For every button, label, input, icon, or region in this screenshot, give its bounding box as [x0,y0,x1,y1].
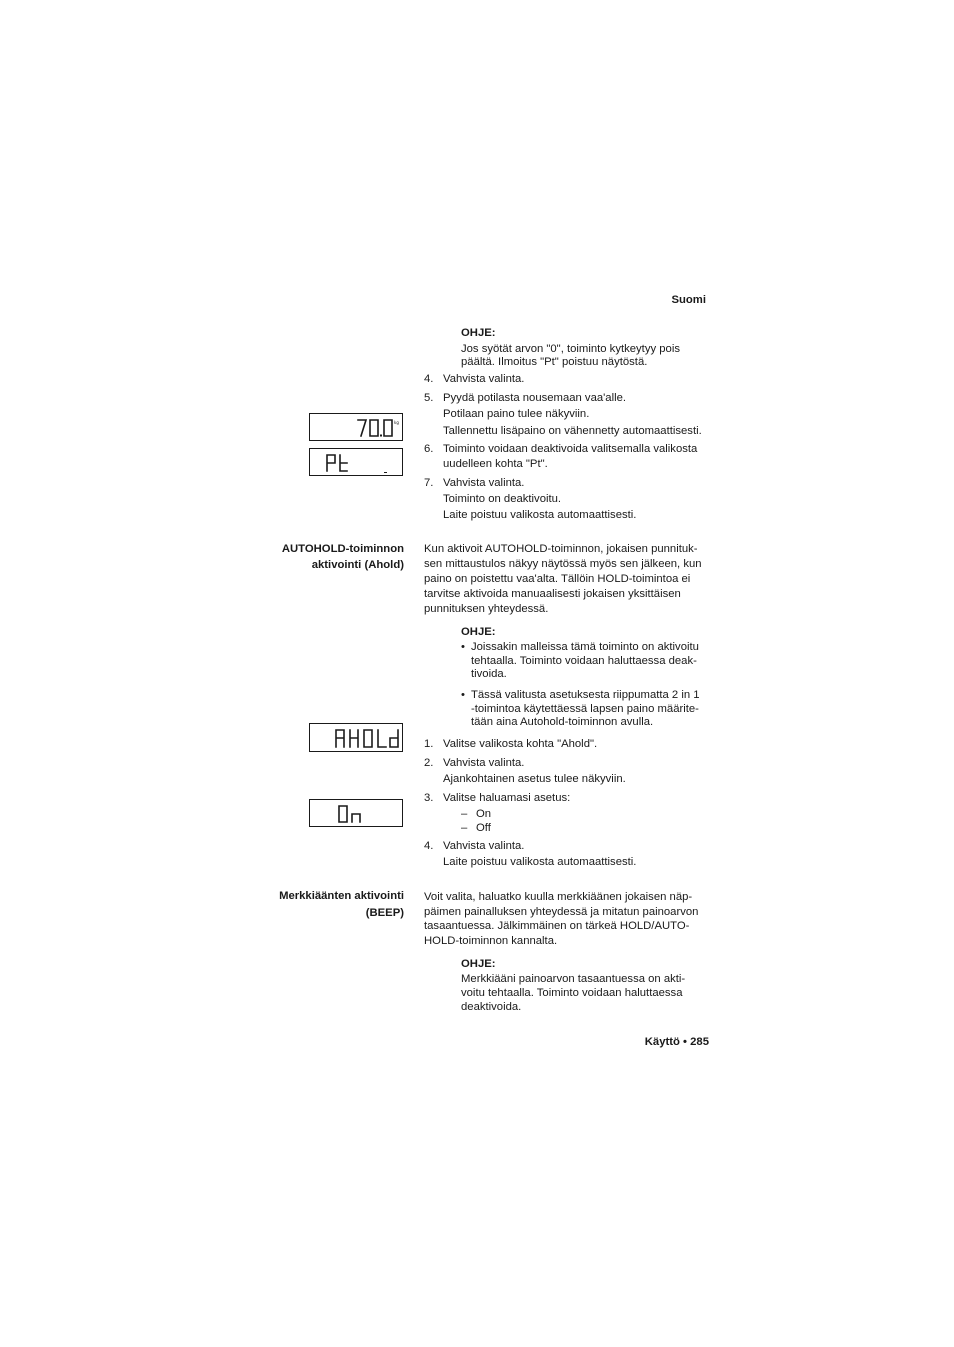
option-off: Off [476,822,491,834]
step-number: 3. [424,792,434,804]
body-line: päimen painalluksen yhteydessä ja mitatun painoarvon [424,906,699,918]
step-number: 4. [424,840,434,852]
section-heading: AUTOHOLD-toiminnon [281,543,404,555]
note-line: deaktivoida. [461,1001,522,1013]
option-dash: – [461,808,468,820]
step-text: Laite poistuu valikosta automaattisesti. [443,856,637,868]
note-line: Jos syötät arvon "0", toiminto kytkeytyy pois [461,343,680,355]
lcd-digits-pt [310,449,404,477]
section-heading: Merkkiäänten aktivointi [279,890,404,902]
step-text: Ajankohtainen asetus tulee näkyviin. [443,773,626,785]
lcd-unit: kg [394,420,399,425]
step-text: Valitse valikosta kohta "Ahold". [443,738,598,750]
step-text: Laite poistuu valikosta automaattisesti. [443,509,637,521]
step-number: 6. [424,443,434,455]
step-number: 4. [424,373,434,385]
body-line: HOLD-toiminnon kannalta. [424,935,558,947]
note-label: OHJE: [461,327,496,339]
note-line: Merkkiääni painoarvon tasaantuessa on akti- [461,973,686,985]
note-label: OHJE: [461,958,496,970]
body-line: Kun aktivoit AUTOHOLD-toiminnon, jokaisen punnituk- [424,543,698,555]
page-language: Suomi [671,294,706,306]
body-line: paino on poistettu vaa'alta. Tällöin HOLD-toimintoa ei [424,573,691,585]
lcd-digits-ahold [310,724,404,753]
page-footer: Käyttö • 285 [644,1036,709,1048]
bullet-dot: • [461,641,465,653]
bullet-line: tään aina Autohold-toiminnon avulla. [471,716,654,728]
step-text: Vahvista valinta. [443,840,525,852]
lcd-display-weight [309,413,403,441]
step-text: Vahvista valinta. [443,757,525,769]
lcd-digits-on [310,800,404,828]
step-text: Potilaan paino tulee näkyviin. [443,408,590,420]
option-dash: – [461,822,468,834]
bullet-line: tivoida. [471,668,507,680]
step-text: Vahvista valinta. [443,477,525,489]
body-line: tarvitse aktivoida manuaalisesti jokaisen yksittäisen [424,588,681,600]
step-text: Valitse haluamasi asetus: [443,792,571,804]
step-text: Toiminto voidaan deaktivoida valitsemalla valikosta [443,443,698,455]
section-heading: aktivointi (Ahold) [311,559,404,571]
note-line: voitu tehtaalla. Toiminto voidaan haluttaessa [461,987,683,999]
bullet-line: tehtaalla. Toiminto voidaan haluttaessa deak- [471,655,697,667]
option-on: On [476,808,492,820]
bullet-line: -toimintoa käytettäessä lapsen paino määrite- [471,703,699,715]
body-line: punnituksen yhteydessä. [424,603,549,615]
lcd-display-on [309,799,403,827]
lcd-display-ahold [309,723,403,752]
lcd-display-pt [309,448,403,476]
bullet-line: Tässä valitusta asetuksesta riippumatta 2 in 1 [471,689,700,701]
note-line: päältä. Ilmoitus "Pt" poistuu näytöstä. [461,356,648,368]
bullet-line: Joissakin malleissa tämä toiminto on aktivoitu [471,641,699,653]
step-number: 1. [424,738,434,750]
step-number: 7. [424,477,434,489]
bullet-dot: • [461,689,465,701]
body-line: tasaantuessa. Jälkimmäinen on tärkeä HOLD/AUTO- [424,920,690,932]
step-text: Pyydä potilasta nousemaan vaa'alle. [443,392,627,404]
step-text: uudelleen kohta "Pt". [443,458,548,470]
body-line: sen mittaustulos näkyy näytössä myös sen jälkeen, kun [424,558,702,570]
step-number: 2. [424,757,434,769]
step-text: Tallennettu lisäpaino on vähennetty automaattisesti. [443,425,702,437]
step-text: Toiminto on deaktivoitu. [443,493,562,505]
note-label: OHJE: [461,626,496,638]
step-text: Vahvista valinta. [443,373,525,385]
step-number: 5. [424,392,434,404]
section-heading: (BEEP) [365,907,404,919]
lcd-digits-70-0 [310,414,404,442]
body-line: Voit valita, haluatko kuulla merkkiäänen jokaisen näp- [424,891,693,903]
